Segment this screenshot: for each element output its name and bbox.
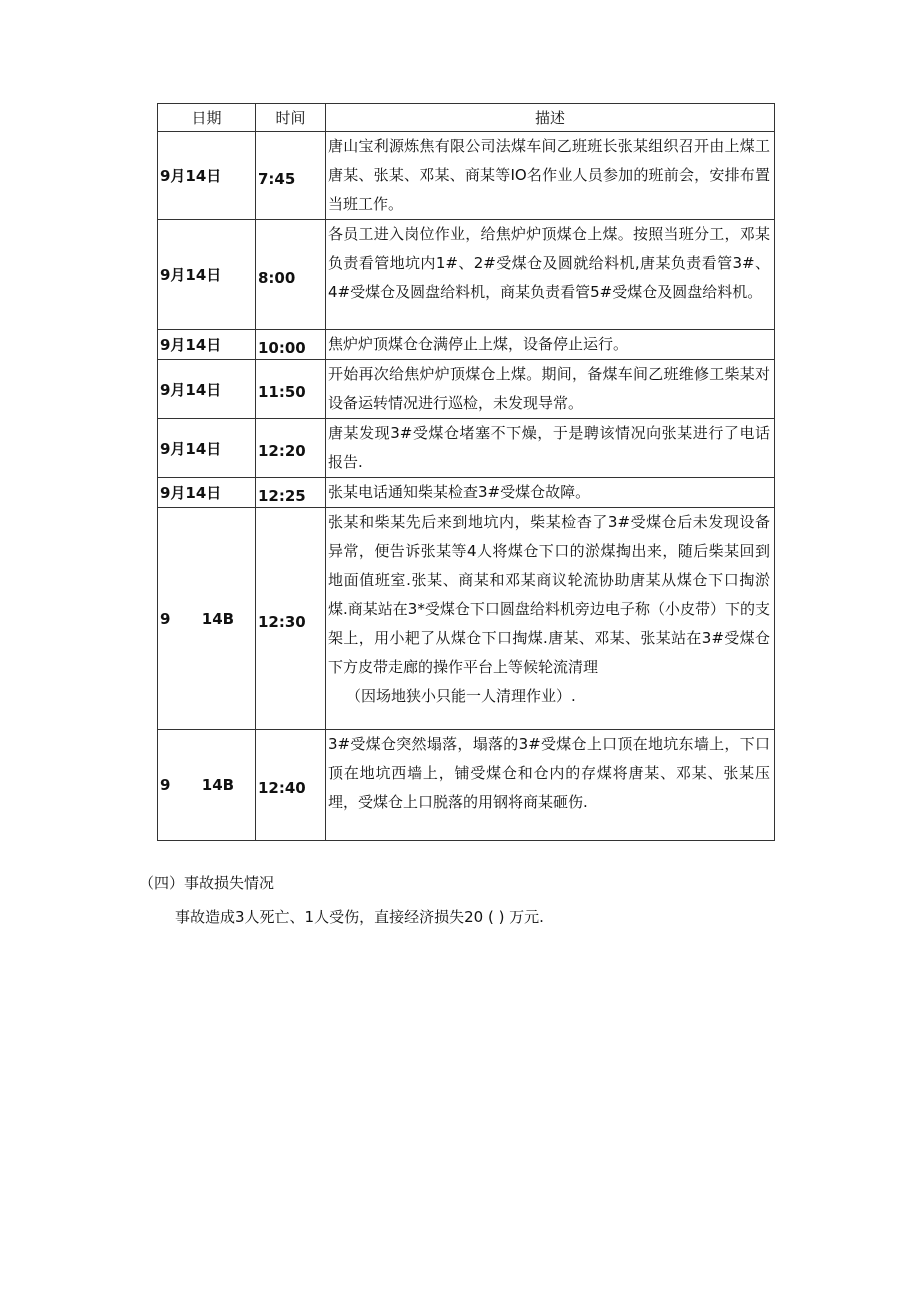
- row-description: 焦炉炉顶煤仓仓满停止上煤，设备停止运行。: [326, 330, 775, 360]
- table-row: [158, 360, 775, 419]
- row-time: 12:20: [256, 419, 326, 478]
- table-row: [158, 132, 775, 220]
- row-date: 9 14B: [158, 730, 256, 841]
- row-description: 3#受煤仓突然塌落，塌落的3#受煤仓上口顶在地坑东墙上，下口顶在地坑西墙上，铺受煤仓和仓内的存煤将唐某、邓某、张某压埋，受煤仓上口脱落的用钢将商某砸伤.: [326, 730, 775, 841]
- row-time: 7:45: [256, 132, 326, 220]
- table-header-row: [158, 104, 775, 132]
- row-description-note: （因场地狭小只能一人清理作业）.: [346, 687, 576, 705]
- row-time: 8:00: [256, 220, 326, 330]
- table-row: [158, 220, 775, 330]
- row-time: 11:50: [256, 360, 326, 419]
- row-time: 12:25: [256, 478, 326, 508]
- row-time: 12:40: [256, 730, 326, 841]
- header-date: 日期: [158, 104, 256, 132]
- row-description: 开始再次给焦炉炉顶煤仓上煤。期间，备煤车间乙班维修工柴某对设备运转情况进行巡检，未发现导常。: [326, 360, 775, 419]
- row-description: 各员工进入岗位作业，给焦炉炉顶煤仓上煤。按照当班分工，邓某负责看管地坑内1#、2#受煤仓及圆就给料机,唐某负责看管3#、4#受煤仓及圆盘给料机，商某负责看管5#受煤仓及圆盘给料机。: [326, 220, 775, 330]
- header-time: 时间: [256, 104, 326, 132]
- row-date: 9月14日: [158, 330, 256, 360]
- section-heading: （四）事故损失情况: [139, 874, 275, 892]
- row-date: 9月14日: [158, 478, 256, 508]
- row-date: 9 14B: [158, 508, 256, 730]
- row-date: 9月14日: [158, 220, 256, 330]
- row-description: 唐某发现3#受煤仓堵塞不下燥，于是聘该情况向张某进行了电话报告.: [326, 419, 775, 478]
- row-description: 唐山宝利源炼焦有限公司法煤车间乙班班长张某组织召开由上煤工唐某、张某、邓某、商某等IO名作业人员参加的班前会，安排布置当班工作。: [326, 132, 775, 220]
- row-description: 张某电话通知柴某检查3#受煤仓故障。: [326, 478, 775, 508]
- table-row: [158, 330, 775, 360]
- loss-summary-text: 事故造成3人死亡、1人受伤，直接经济损失20 ( ) 万元.: [175, 908, 544, 926]
- row-date: 9月14日: [158, 360, 256, 419]
- table-row: [158, 419, 775, 478]
- row-description-text: 张某和柴某先后来到地坑内，柴某检杳了3#受煤仓后未发现设备异常，便告诉张某等4人将煤仓下口的淤煤掏出来，随后柴某回到地面值班室.张某、商某和邓某商议轮流协助唐某从煤仓下口掏淤煤.商某站在3*受煤仓下口圆盘给料机旁边电子称（小皮带）下的支架上，用小耙了从煤仓下口掏煤.唐某、邓某、张某站在3#受煤仓下方皮带走廊的操作平台上等候轮流清理: [328, 513, 770, 676]
- row-date: 9月14日: [158, 132, 256, 220]
- incident-timeline-table: [157, 103, 775, 841]
- row-date: 9月14日: [158, 419, 256, 478]
- header-description: 描述: [326, 104, 775, 132]
- table-row: [158, 508, 775, 730]
- table-row: [158, 478, 775, 508]
- table-row: [158, 730, 775, 841]
- row-description: [326, 508, 775, 730]
- row-time: 12:30: [256, 508, 326, 730]
- row-time: 10:00: [256, 330, 326, 360]
